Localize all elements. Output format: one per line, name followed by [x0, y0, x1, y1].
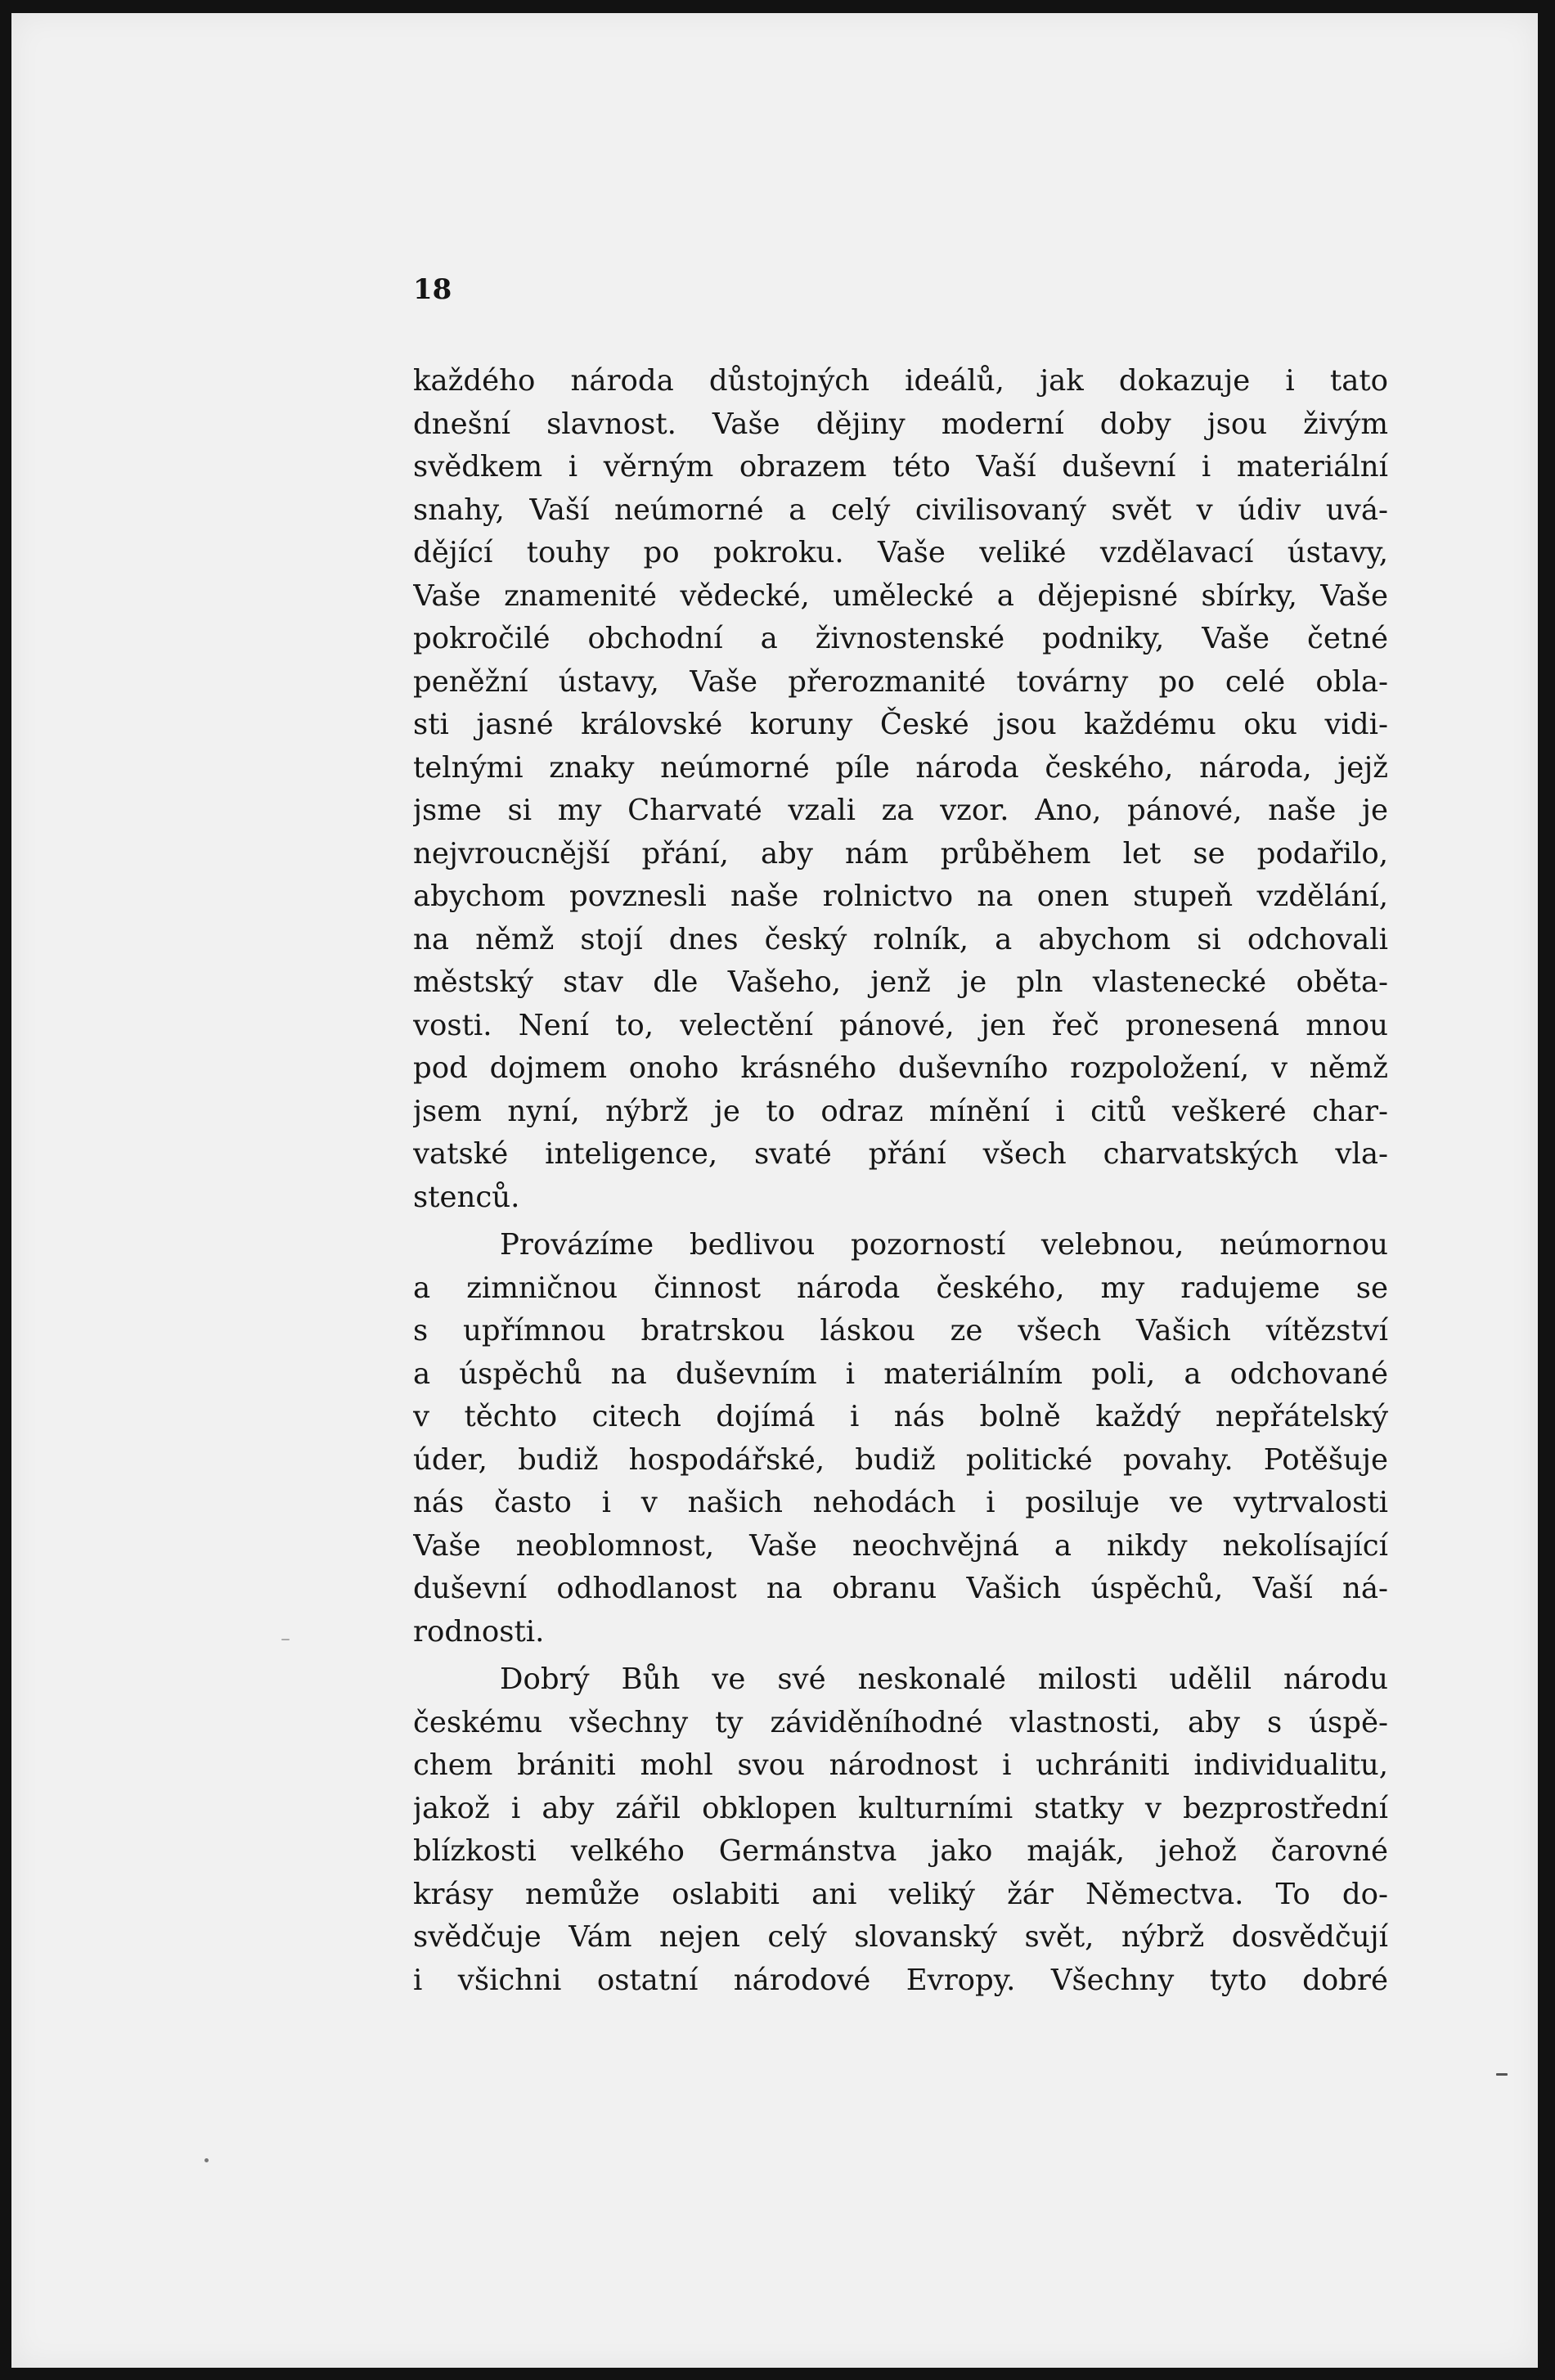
text-line: dnešní slavnost. Vaše dějiny moderní doby jsou živým	[413, 407, 1388, 441]
text-line: úder, budiž hospodářské, budiž politické povahy. Potěšuje	[413, 1442, 1388, 1477]
text-line: českému všechny ty záviděníhodné vlastnosti, aby s úspě-	[413, 1705, 1388, 1739]
text-line: pod dojmem onoho krásného duševního rozpoložení, v němž	[413, 1051, 1388, 1085]
text-line: Vaše znamenité vědecké, umělecké a dějepisné sbírky, Vaše	[413, 578, 1388, 613]
text-line: a úspěchů na duševním i materiálním poli, a odchované	[413, 1356, 1388, 1391]
text-line: vatské inteligence, svaté přání všech charvatských vla-	[413, 1137, 1388, 1171]
paragraph	[413, 1658, 1388, 2002]
text-line: každého národa důstojných ideálů, jak dokazuje i tato	[413, 364, 1388, 398]
text-line: telnými znaky neúmorné píle národa českého, národa, jejž	[413, 750, 1388, 785]
text-line: a zimničnou činnost národa českého, my radujeme se	[413, 1271, 1388, 1305]
text-line: svědkem i věrným obrazem této Vaší duševní i materiální	[413, 450, 1388, 484]
text-line: svědčuje Vám nejen celý slovanský svět, nýbrž dosvědčují	[413, 1920, 1388, 1954]
paragraph	[413, 1224, 1388, 1653]
text-line: chem brániti mohl svou národnost i uchrániti individualitu,	[413, 1748, 1388, 1782]
text-line: jsem nyní, nýbrž je to odraz mínění i citů veškeré char-	[413, 1094, 1388, 1128]
text-line: Dobrý Bůh ve své neskonalé milosti udělil národu	[500, 1662, 1388, 1696]
page-number: 18	[413, 273, 452, 306]
text-line: na němž stojí dnes český rolník, a abychom si odchovali	[413, 922, 1388, 956]
text-line: i všichni ostatní národové Evropy. Všechny tyto dobré	[413, 1963, 1388, 1997]
text-line: dějící touhy po pokroku. Vaše veliké vzdělavací ústavy,	[413, 536, 1388, 569]
text-line: blízkosti velkého Germánstva jako maják, jehož čarovné	[413, 1834, 1388, 1868]
text-line: duševní odhodlanost na obranu Vašich úspěchů, Vaší ná-	[413, 1572, 1388, 1605]
text-line: s upřímnou bratrskou láskou ze všech Vašich vítězství	[413, 1314, 1388, 1347]
text-line: nejvroucnější přání, aby nám průběhem let se podařilo,	[413, 836, 1388, 871]
text-line: abychom povznesli naše rolnictvo na onen stupeň vzdělání,	[413, 880, 1388, 913]
text-line: Provázíme bedlivou pozorností velebnou, neúmornou	[500, 1228, 1388, 1262]
text-line: stenců.	[413, 1180, 520, 1214]
text-line: pokročilé obchodní a živnostenské podniky, Vaše četné	[413, 622, 1388, 655]
text-line: vosti. Není to, velectění pánové, jen řeč pronesená mnou	[413, 1008, 1388, 1042]
text-line: krásy nemůže oslabiti ani veliký žár Němectva. To do-	[413, 1877, 1388, 1911]
text-line: jsme si my Charvaté vzali za vzor. Ano, pánové, naše je	[413, 794, 1388, 827]
book-page	[11, 13, 1538, 2368]
text-line: v těchto citech dojímá i nás bolně každý nepřátelský	[413, 1400, 1388, 1433]
text-line: Vaše neoblomnost, Vaše neochvějná a nikdy nekolísající	[413, 1528, 1388, 1563]
scan-speck	[204, 2158, 209, 2162]
text-line: městský stav dle Vašeho, jenž je pln vlastenecké oběta-	[413, 965, 1388, 999]
paragraph	[413, 360, 1388, 1219]
scan-speck	[281, 1639, 290, 1640]
text-line: rodnosti.	[413, 1614, 545, 1649]
text-line: sti jasné královské koruny České jsou každému oku vidi-	[413, 708, 1388, 741]
text-line: jakož i aby zářil obklopen kulturními statky v bezprostřední	[413, 1791, 1388, 1825]
body-text	[413, 360, 1388, 2002]
text-line: peněžní ústavy, Vaše přerozmanité továrny po celé obla-	[413, 664, 1388, 699]
scan-speck	[1496, 2073, 1508, 2076]
text-line: snahy, Vaší neúmorné a celý civilisovaný svět v údiv uvá-	[413, 493, 1388, 527]
text-line: nás často i v našich nehodách i posiluje ve vytrvalosti	[413, 1486, 1388, 1519]
